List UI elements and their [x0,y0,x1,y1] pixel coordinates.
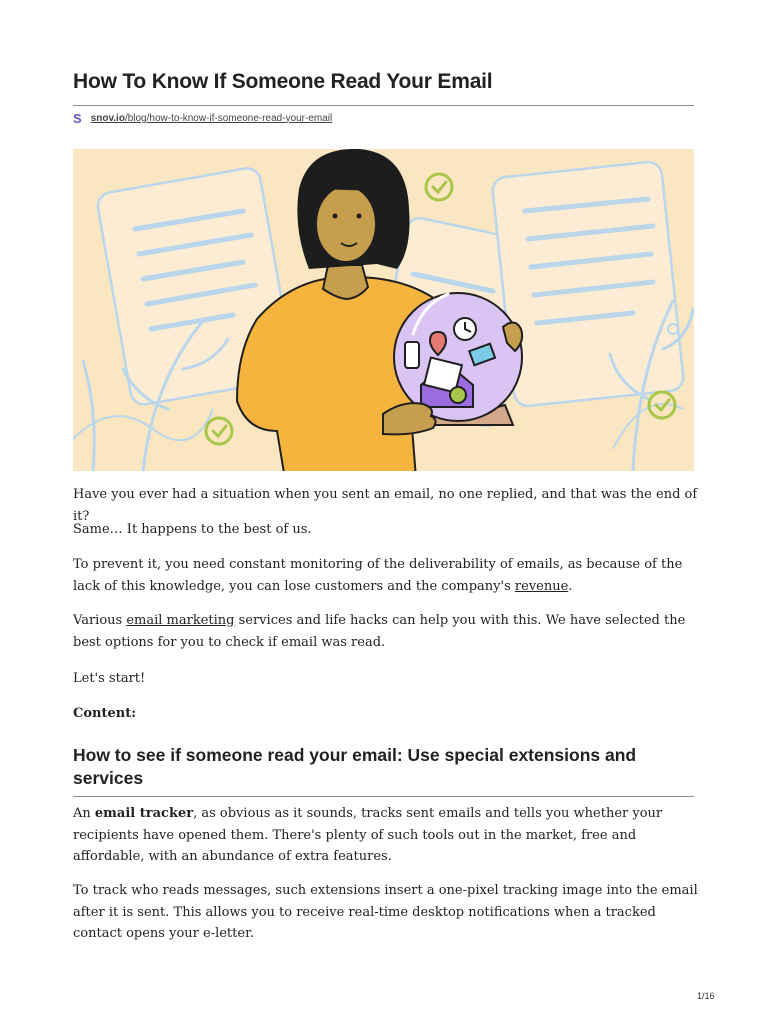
source-link[interactable] [91,113,333,124]
intro-paragraph-5: Let's start! [73,671,146,686]
source-path: /blog/how-to-know-if-someone-read-your-email [124,112,333,124]
snov-logo-icon: S [73,110,82,126]
intro-paragraph-2: Same… It happens to the best of us. [73,522,312,537]
email-marketing-link[interactable]: email marketing [126,613,235,628]
page-number: 1/16 [697,991,715,1001]
intro-paragraph-1: Have you ever had a situation when you sent an email, no one replied, and that was the end of it? [73,487,698,524]
hero-illustration [73,149,694,471]
source-line [73,110,332,126]
intro-paragraph-3: To prevent it, you need constant monitoring of the deliverability of emails, as because of the lack of this knowledge, you can lose customers and the company's revenue. [73,557,683,594]
page-title: How To Know If Someone Read Your Email [73,70,493,93]
section-paragraph-2: To track who reads messages, such extensions insert a one-pixel tracking image into the email after it is sent. This allows you to receive real-time desktop notifications when a tracked contact opens your e-letter. [73,883,698,941]
section-divider [73,796,694,797]
content-label: Content: [73,706,137,721]
section-heading: How to see if someone read your email: Use special extensions and services [73,745,637,788]
revenue-link[interactable]: revenue [514,578,569,594]
intro-paragraph-4: Various email marketing services and life hacks can help you with this. We have selected the best options for you to check if email was read. [73,613,686,650]
title-divider [73,105,694,106]
section-paragraph-1: An email tracker, as obvious as it sounds, tracks sent emails and tells you whether your recipients have opened them. There's plenty of such tools out in the market, free and affordable, with an abundance of extra features. [73,806,663,864]
source-domain: snov.io [90,112,125,124]
email-tracker-term: email tracker [94,806,194,821]
